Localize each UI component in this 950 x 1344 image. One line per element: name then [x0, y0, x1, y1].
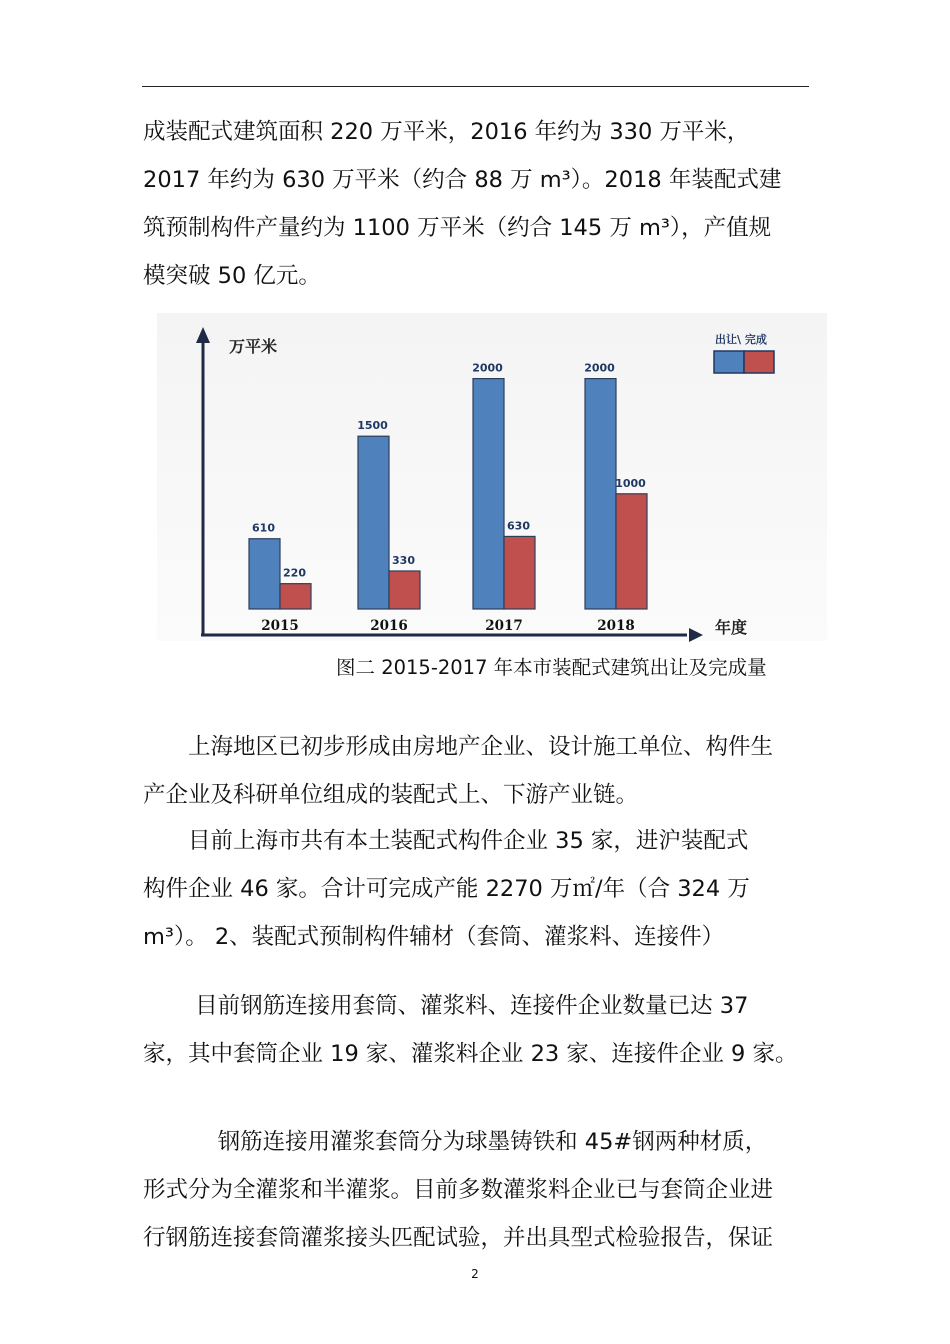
header-rule	[142, 86, 809, 87]
legend-swatch-red	[744, 351, 774, 373]
paragraph-line: 上海地区已初步形成由房地产企业、设计施工单位、构件生	[143, 734, 774, 760]
paragraph-line: 目前钢筋连接用套筒、灌浆料、连接件企业数量已达 37	[143, 993, 749, 1019]
paragraph-line: 行钢筋连接套筒灌浆接头匹配试验，并出具型式检验报告，保证	[143, 1225, 774, 1251]
bar-2017-series-2	[504, 536, 535, 609]
paragraph-line: 家，其中套筒企业 19 家、灌浆料企业 23 家、连接件企业 9 家。	[143, 1041, 798, 1067]
paragraph-5	[143, 1118, 823, 1262]
bar-value-label: 1000	[615, 476, 646, 490]
bar-2018-series-2	[616, 494, 647, 609]
paragraph-line: 2017 年约为 630 万平米（约合 88 万 m³）。2018 年装配式建	[143, 167, 782, 193]
bar-value-label: 2000	[472, 361, 503, 375]
bar-2018-series-1	[585, 379, 616, 609]
bar-2017-series-1	[473, 379, 504, 609]
bar-value-label: 630	[507, 519, 530, 533]
paragraph-line: 形式分为全灌浆和半灌浆。目前多数灌浆料企业已与套筒企业进	[143, 1177, 774, 1203]
figure-caption: 图二 2015-2017 年本市装配式建筑出让及完成量	[336, 656, 767, 679]
y-axis-label: 万平米	[229, 337, 278, 356]
page-number: 2	[471, 1267, 479, 1281]
x-tick-label: 2015	[261, 618, 299, 634]
x-tick-label: 2017	[485, 618, 523, 634]
bar-2016-series-1	[358, 436, 389, 609]
bar-value-label: 2000	[584, 361, 615, 375]
paragraph-line: 模突破 50 亿元。	[143, 263, 321, 289]
paragraph-3	[143, 817, 823, 961]
legend-swatch-blue	[714, 351, 744, 373]
x-tick-label: 2016	[370, 618, 408, 634]
bar-2015-series-2	[280, 584, 311, 609]
paragraph-line: 筑预制构件产量约为 1100 万平米（约合 145 万 m³），产值规	[143, 215, 772, 241]
bar-value-label: 220	[283, 566, 306, 580]
paragraph-2	[143, 723, 823, 819]
bar-2015-series-1	[249, 539, 280, 609]
paragraph-line: 目前上海市共有本土装配式构件企业 35 家，进沪装配式	[143, 828, 749, 854]
bar-value-label: 610	[252, 521, 275, 535]
paragraph-line: 钢筋连接用灌浆套筒分为球墨铸铁和 45#钢两种材质，	[143, 1129, 768, 1155]
paragraph-4	[143, 982, 823, 1078]
paragraph-line: m³）。 2、装配式预制构件辅材（套筒、灌浆料、连接件）	[143, 924, 725, 950]
paragraph-line: 构件企业 46 家。合计可完成产能 2270 万㎡/年（合 324 万	[143, 876, 750, 902]
paragraph-line: 产企业及科研单位组成的装配式上、下游产业链。	[143, 782, 639, 808]
x-axis-label: 年度	[715, 618, 748, 637]
legend-label: 出让\ 完成	[715, 333, 767, 346]
bar-2016-series-2	[389, 571, 420, 609]
bar-value-label: 330	[392, 553, 415, 567]
bar-chart	[157, 313, 827, 643]
bar-value-label: 1500	[357, 419, 388, 433]
x-tick-label: 2018	[597, 618, 635, 634]
paragraph-line: 成装配式建筑面积 220 万平米，2016 年约为 330 万平米，	[143, 119, 750, 145]
paragraph-1	[143, 108, 823, 300]
